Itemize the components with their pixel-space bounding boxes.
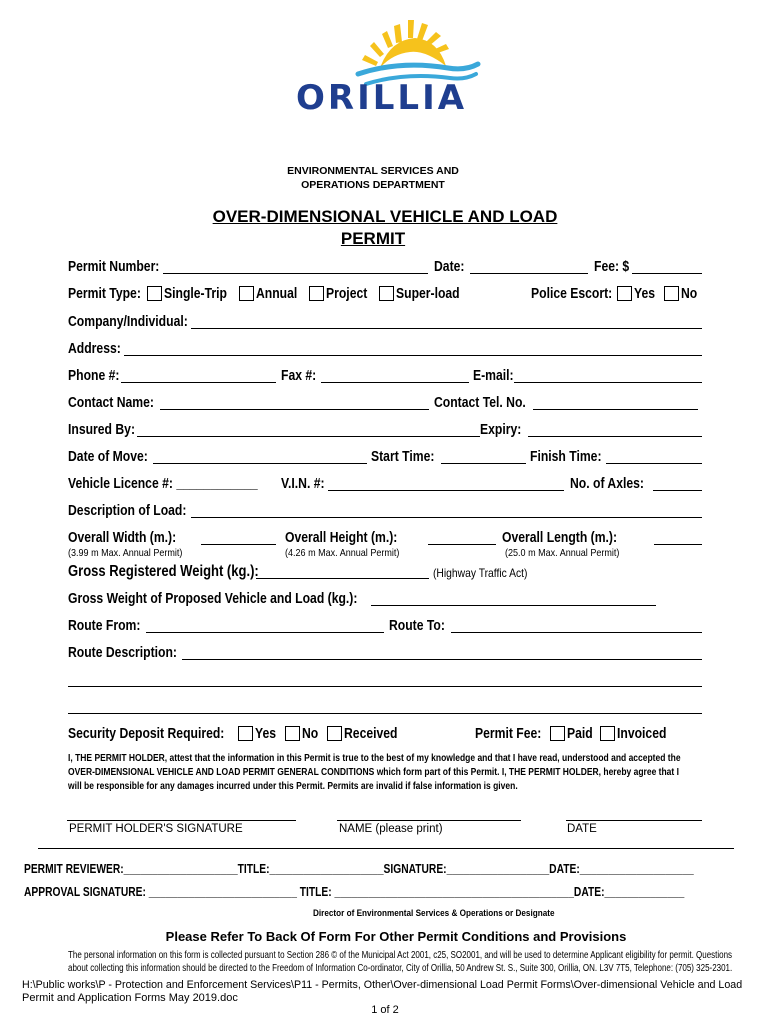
- fee-paid-checkbox[interactable]: [550, 726, 565, 741]
- phone-label: Phone #:: [68, 368, 120, 384]
- email-field[interactable]: [514, 382, 702, 383]
- police-escort-label: Police Escort:: [531, 286, 613, 302]
- police-escort-no-checkbox[interactable]: [664, 286, 679, 301]
- start-time-label: Start Time:: [371, 449, 435, 465]
- phone-field[interactable]: [121, 382, 276, 383]
- gross-proposed-weight-label: Gross Weight of Proposed Vehicle and Load (kg.):: [68, 591, 358, 607]
- refer-back-notice: Please Refer To Back Of Form For Other Permit Conditions and Provisions: [165, 929, 627, 944]
- finish-time-label: Finish Time:: [530, 449, 602, 465]
- super-load-checkbox[interactable]: [379, 286, 394, 301]
- route-to-field[interactable]: [451, 632, 702, 633]
- fee-invoiced-checkbox[interactable]: [600, 726, 615, 741]
- security-deposit-label: Security Deposit Required:: [68, 726, 225, 742]
- expiry-field[interactable]: [528, 436, 702, 437]
- route-description-field-1[interactable]: [182, 659, 702, 660]
- permit-type-label: Permit Type:: [68, 286, 141, 302]
- axles-field[interactable]: [653, 490, 702, 491]
- department-line-2: OPERATIONS DEPARTMENT: [301, 179, 445, 191]
- company-label: Company/Individual:: [68, 314, 188, 330]
- expiry-label: Expiry:: [480, 422, 522, 438]
- page-number: 1 of 2: [371, 1004, 399, 1016]
- fee-label: Fee: $: [594, 259, 630, 275]
- section-divider: [38, 848, 734, 849]
- deposit-yes-checkbox[interactable]: [238, 726, 253, 741]
- deposit-received-checkbox[interactable]: [327, 726, 342, 741]
- file-path-line-2: Permit and Application Forms May 2019.doc: [22, 992, 238, 1004]
- contact-name-label: Contact Name:: [68, 395, 154, 411]
- width-label: Overall Width (m.):: [68, 530, 177, 546]
- gross-proposed-weight-field[interactable]: [371, 605, 656, 606]
- contact-name-field[interactable]: [160, 409, 429, 410]
- project-checkbox[interactable]: [309, 286, 324, 301]
- gross-registered-weight-field[interactable]: [256, 578, 429, 579]
- signature-date-field[interactable]: [566, 820, 702, 821]
- contact-tel-field[interactable]: [533, 409, 698, 410]
- vin-label: V.I.N. #:: [281, 476, 325, 492]
- permit-fee-label: Permit Fee:: [475, 726, 542, 742]
- height-label: Overall Height (m.):: [285, 530, 398, 546]
- address-field[interactable]: [124, 355, 702, 356]
- fax-field[interactable]: [321, 382, 469, 383]
- fee-invoiced-label: Invoiced: [617, 726, 667, 742]
- deposit-no-checkbox[interactable]: [285, 726, 300, 741]
- company-field[interactable]: [191, 328, 702, 329]
- police-escort-yes-checkbox[interactable]: [617, 286, 632, 301]
- attestation-line-1: I, THE PERMIT HOLDER, attest that the information in this Permit is true to the best of my knowledge and that I have read, understood and accepted the: [68, 753, 681, 764]
- name-print-label: NAME (please print): [339, 823, 443, 835]
- annual-label: Annual: [256, 286, 298, 302]
- orillia-logo: [290, 18, 490, 118]
- fax-label: Fax #:: [281, 368, 317, 384]
- highway-traffic-act-note: (Highway Traffic Act): [433, 566, 528, 580]
- description-label: Description of Load:: [68, 503, 187, 519]
- route-from-field[interactable]: [146, 632, 384, 633]
- date-label: Date:: [434, 259, 465, 275]
- department-line-1: ENVIRONMENTAL SERVICES AND: [287, 165, 459, 177]
- gross-registered-weight-label: Gross Registered Weight (kg.):: [68, 563, 259, 580]
- route-description-field-3[interactable]: [68, 713, 702, 714]
- date-field[interactable]: [470, 273, 588, 274]
- length-note: (25.0 m Max. Annual Permit): [505, 547, 620, 559]
- signature-date-label: DATE: [567, 823, 597, 835]
- route-to-label: Route To:: [389, 618, 445, 634]
- fee-paid-label: Paid: [567, 726, 593, 742]
- width-note: (3.99 m Max. Annual Permit): [68, 547, 183, 559]
- annual-checkbox[interactable]: [239, 286, 254, 301]
- privacy-notice-line-1: The personal information on this form is collected pursuant to Section 286 © of the Municipal Act 2001, c25, SO2001, and will be used to determine Applicant eligibility for permit. Questions: [68, 950, 733, 961]
- width-field[interactable]: [201, 544, 276, 545]
- address-label: Address:: [68, 341, 121, 357]
- axles-label: No. of Axles:: [570, 476, 644, 492]
- holder-signature-label: PERMIT HOLDER'S SIGNATURE: [69, 823, 243, 835]
- super-load-label: Super-load: [396, 286, 460, 302]
- privacy-notice-line-2: about collecting this information should be directed to the Freedom of Information Co-ordinator, City of Orillia, 50 Andrew St. S., Suite 300, Orillia, ON. L3V 7T5, Telephone: (705) 325-2301.: [68, 963, 733, 974]
- permit-number-field[interactable]: [163, 273, 428, 274]
- approval-signature-line: APPROVAL SIGNATURE: __________________________ TITLE: __________________________________________DATE:______________: [24, 885, 685, 899]
- name-print-field[interactable]: [337, 820, 521, 821]
- deposit-received-label: Received: [344, 726, 398, 742]
- permit-reviewer-line: PERMIT REVIEWER:____________________TITLE:____________________SIGNATURE:__________________DATE:____________________: [24, 862, 694, 876]
- vehicle-licence-label: Vehicle Licence #: ____________: [68, 476, 258, 492]
- deposit-no-label: No: [302, 726, 319, 742]
- police-escort-no-label: No: [681, 286, 698, 302]
- project-label: Project: [326, 286, 368, 302]
- logo-wordmark: ORILLIA: [296, 78, 468, 118]
- route-description-label: Route Description:: [68, 645, 177, 661]
- description-field[interactable]: [191, 517, 702, 518]
- single-trip-checkbox[interactable]: [147, 286, 162, 301]
- height-field[interactable]: [428, 544, 496, 545]
- attestation-line-3: will be responsible for any damages incurred under this Permit. Permits are invalid if false information is given.: [68, 781, 518, 792]
- insured-by-label: Insured By:: [68, 422, 136, 438]
- vin-field[interactable]: [328, 490, 564, 491]
- height-note: (4.26 m Max. Annual Permit): [285, 547, 400, 559]
- single-trip-label: Single-Trip: [164, 286, 227, 302]
- route-description-field-2[interactable]: [68, 686, 702, 687]
- fee-field[interactable]: [632, 273, 702, 274]
- director-caption: Director of Environmental Services & Operations or Designate: [313, 908, 555, 919]
- form-title-line-2: PERMIT: [340, 229, 406, 248]
- route-from-label: Route From:: [68, 618, 141, 634]
- police-escort-yes-label: Yes: [634, 286, 655, 302]
- insured-by-field[interactable]: [137, 436, 480, 437]
- permit-number-label: Permit Number:: [68, 259, 160, 275]
- attestation-line-2: OVER-DIMENSIONAL VEHICLE AND LOAD PERMIT GENERAL CONDITIONS which form part of this Permit. I, THE PERMIT HOLDER, hereby agree that I: [68, 767, 679, 778]
- email-label: E-mail:: [473, 368, 514, 384]
- finish-time-field[interactable]: [606, 463, 702, 464]
- contact-tel-label: Contact Tel. No.: [434, 395, 526, 411]
- start-time-field[interactable]: [441, 463, 526, 464]
- form-title-line-1: OVER-DIMENSIONAL VEHICLE AND LOAD: [212, 207, 558, 226]
- date-of-move-label: Date of Move:: [68, 449, 148, 465]
- deposit-yes-label: Yes: [255, 726, 276, 742]
- holder-signature-field[interactable]: [67, 820, 296, 821]
- file-path-line-1: H:\Public works\P - Protection and Enforcement Services\P11 - Permits, Other\Over-dimensional Load Permit Forms\Over-dimensional Vehicle and Load: [22, 979, 743, 991]
- length-label: Overall Length (m.):: [502, 530, 618, 546]
- date-of-move-field[interactable]: [153, 463, 367, 464]
- length-field[interactable]: [654, 544, 702, 545]
